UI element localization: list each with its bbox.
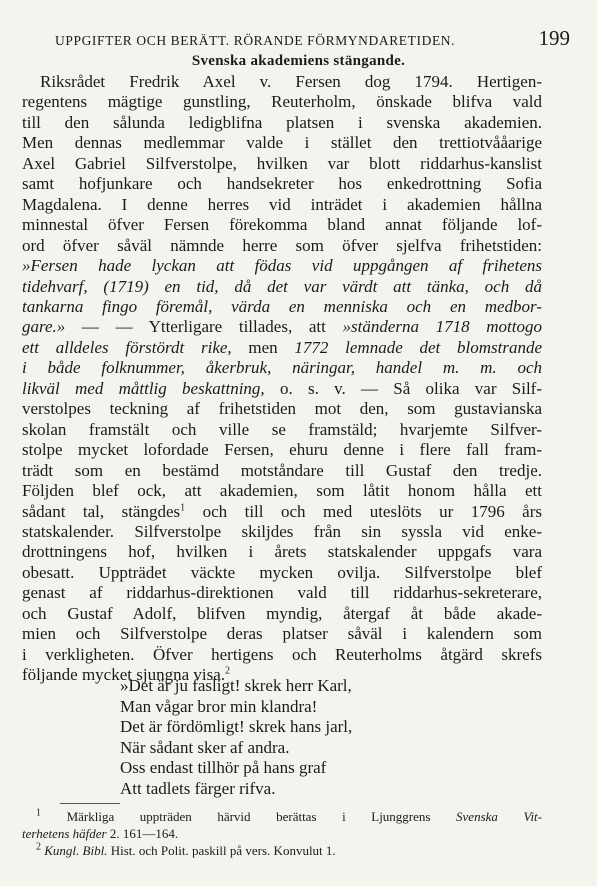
text-line [22,277,542,297]
poem-line: »Det är ju fasligt! skrek herr Karl, [120,676,352,695]
text-line [22,583,542,603]
text-line [22,256,542,276]
text-run: — — Ytterligare tillades, att [65,317,343,337]
text-run: tankarna fingo föremål, värda en menniska och en medbor- [22,296,542,316]
text-run: gare.» [22,317,66,337]
text-line [22,215,542,235]
footnote-number: 1 [36,807,41,819]
text-run: Svenska Vit- [456,809,542,824]
text-line [22,195,542,215]
poem-line: Oss endast tillhör på hans graf [120,758,327,777]
text-line [22,563,542,583]
text-run: tidehvarf, (1719) en tid, då det var värdt att tänka, och då [22,276,542,296]
text-run: minnestal öfver Fersen förekomma bland annat följande lof- [22,215,542,235]
text-run: genast af riddarhus-direktionen vald till riddarhus-sekreterare, [22,583,542,603]
text-run: handel m. m. och [375,358,543,378]
text-line [22,174,542,194]
footnote-marker: 1 [180,501,186,513]
poem-line: När sådant sker af andra. [120,737,290,757]
text-run: men [231,337,295,357]
text-run: 2. 161—164. [106,826,179,841]
text-run: obesatt. Uppträdet väckte mycken ovilja. Silfverstolpe blef [22,562,542,582]
running-head [55,26,570,51]
text-run: o. s. v. — Så olika var Silf- [264,378,542,398]
text-run: skolan framstält och ville se framstäld; hvarjemte Silfver- [22,419,542,439]
footnote-marker: 2 [225,665,231,677]
text-run: åkerbruk, [205,358,272,378]
text-run [355,358,376,377]
text-run: och till och med uteslöts ur 1796 års [185,501,542,521]
text-line [22,358,542,378]
footnote-line [22,808,542,825]
text-run: Hist. och Polit. paskill på vers. Konvulut 1. [107,843,336,858]
text-run: statskalender. Silfverstolpe skiljdes från sin syssla vid enke- [22,521,542,541]
text-run: i verkligheten. Öfver hertigens och Reuterholms åtgärd skrefs [22,644,542,664]
text-line [22,522,542,542]
text-run: verstolpes teckning af frihetstiden mot den, som gustavianska [22,399,542,419]
text-line [22,236,542,256]
body-text [22,72,542,686]
footnote-number: 2 [36,841,41,853]
text-run: terhetens häfder [22,826,107,841]
text-run: trädt som en bestämd motståndare till Gustaf den tredje. [22,460,542,480]
text-line [22,72,542,92]
text-run: Märkliga uppträden härvid berättas i Ljunggrens [41,809,457,824]
text-line [22,604,542,624]
text-run: mien och Silfverstolpe deras platser såväl i kalendern som [22,624,542,644]
poem-line: Att tadlets färger rifva. [120,778,276,798]
poem-line: Det är fördömligt! skrek hans jarl, [120,717,353,736]
poem-stanza [120,676,352,799]
text-run: Kungl. Bibl. [44,843,108,858]
footnote-line [22,825,542,842]
text-run: näringar, [292,358,355,378]
text-run: följande mycket sjungna visa. [22,665,226,685]
text-line [22,113,542,133]
text-line [22,542,542,562]
footnotes [22,808,542,859]
text-run [271,358,292,377]
text-run: Följden blef ock, att akademien, som låtit honom hålla ett [22,481,542,501]
text-line [22,481,542,501]
text-line [22,317,542,337]
text-run: likväl med måttlig beskattning, [22,378,265,398]
section-heading: Svenska akademiens stängande. [191,53,406,69]
text-line [22,133,542,153]
text-line [22,297,542,317]
text-run: Magdalena. I denne herres vid inträdet i akademien hållna [22,194,542,214]
text-run: sådant tal, stängdes [22,501,181,521]
text-run [185,358,206,377]
text-line [22,92,542,112]
text-run: och Gustaf Adolf, blifven myndig, återgaf åt både akade- [22,603,542,623]
footnote-line [22,842,542,859]
text-run: »Fersen hade lyckan att födas vid uppgången af frihetens [22,256,542,276]
text-run: »ständerna 1718 mottogo [342,317,542,337]
text-line [22,379,542,399]
text-line [22,624,542,644]
text-run: regentens mägtige gunstling, Reuterholm, önskade blifva vald [22,92,542,112]
text-run: ett alldeles förstördt rike, [22,337,232,357]
page-number: 199 [538,26,570,50]
poem-line: Man vågar bror min klandra! [120,696,318,716]
running-head-title: UPPGIFTER OCH BERÄTT. RÖRANDE FÖRMYNDARETIDEN. [55,33,456,48]
text-line [22,154,542,174]
text-line [22,399,542,419]
text-run: 1772 lemnade det blomstrande [294,337,542,357]
text-run: samt hofjunkare och handsekreter hos enkedrottning Sofia [22,174,542,194]
text-line [22,440,542,460]
text-run: till den sålunda ledigblifna platsen i svenska akademien. [22,112,542,132]
text-run: i både folknummer, [22,358,185,378]
text-line [22,420,542,440]
footnote-divider [60,803,120,804]
text-line [22,502,542,522]
text-run: Riksrådet Fredrik Axel v. Fersen dog 1794. Hertigen- [40,72,542,91]
text-line [22,645,542,665]
text-run: Men dennas medlemmar valde i stället den trettiotvååarige [22,133,542,153]
text-run: drottningens hof, hvilken i årets statskalender uppgafs vara [22,542,542,562]
text-run: Axel Gabriel Silfverstolpe, hvilken var blott riddarhus-kanslist [22,153,542,173]
text-line [22,338,542,358]
text-run: stolpe mycket lofordade Fersen, ehuru denne i flere fall fram- [22,440,542,460]
text-line [22,461,542,481]
text-run: ord öfver såväl nämnde herre som öfver sjelfva frihetstiden: [22,235,542,255]
